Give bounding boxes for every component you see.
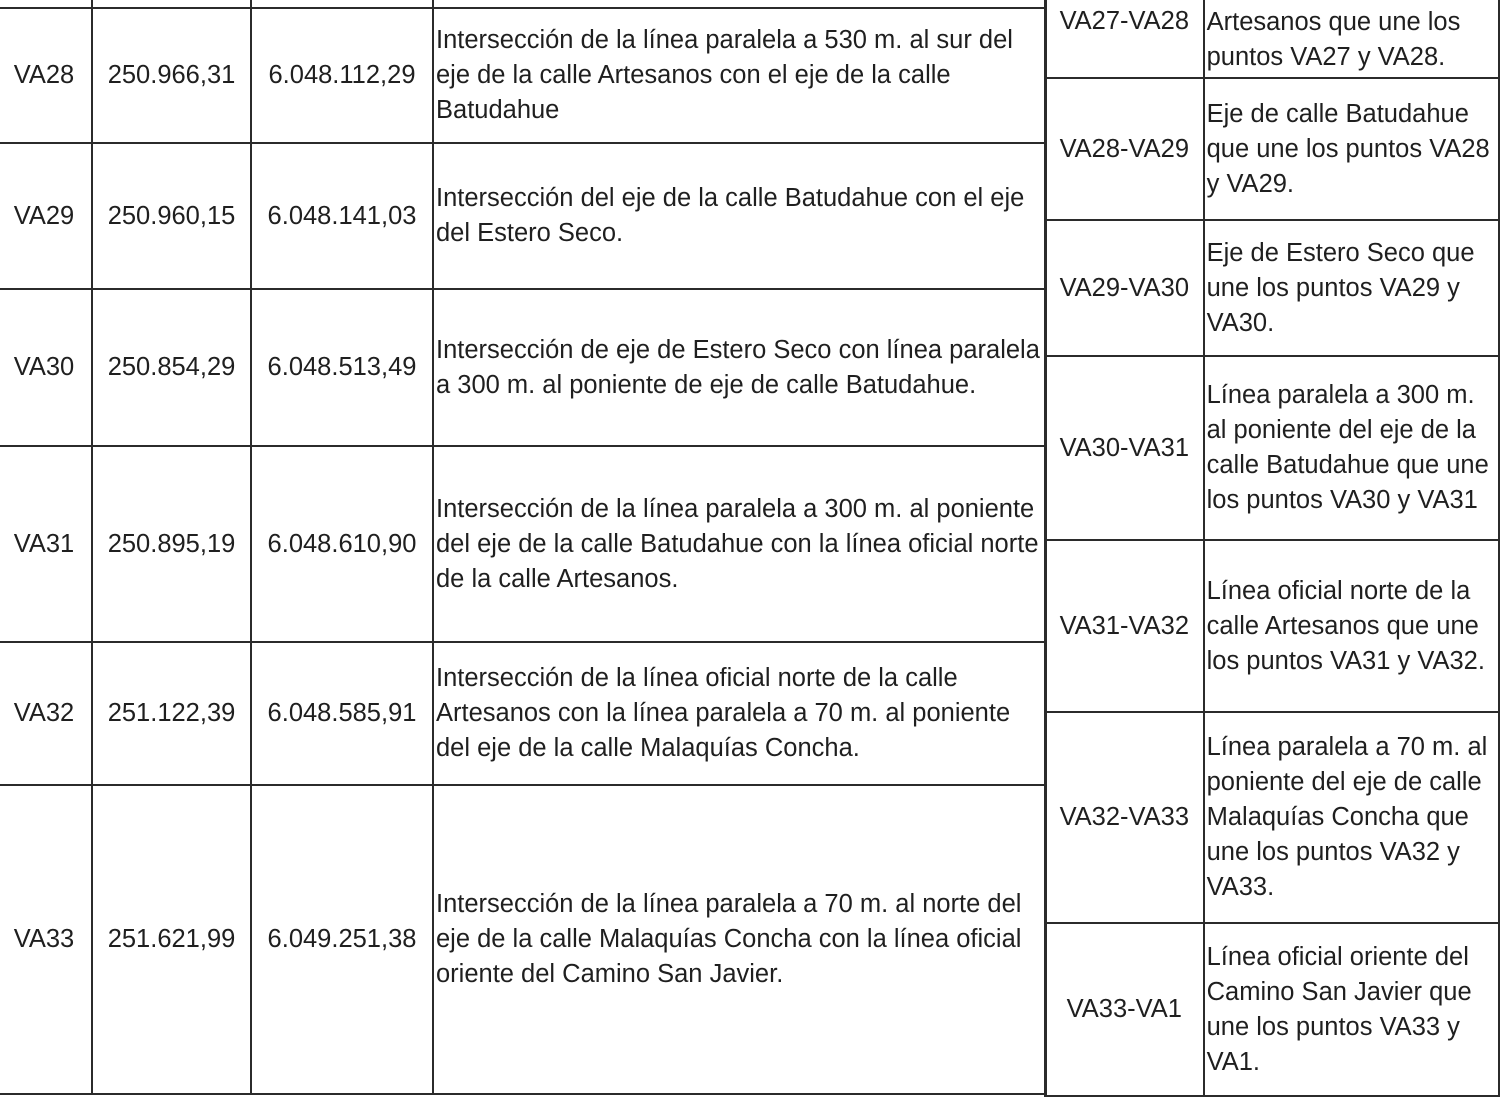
table-row [0, 446, 1046, 642]
vertex-description-cell: Intersección de la línea oficial norte de la calle Artesanos con la línea paralela a 70 m. al poniente del eje de la calle Malaquías Concha. [433, 642, 1046, 785]
y-coordinate-cell: 6.048.513,49 [251, 289, 433, 446]
segment-description-cell: Línea oficial norte de la calle Artesanos que une los puntos VA31 y VA32. [1204, 540, 1499, 712]
segment-id-cell: VA29-VA30 [1045, 220, 1204, 356]
y-coordinate-cell: 6.048.112,29 [251, 8, 433, 143]
table-row [0, 642, 1046, 785]
vertex-id-cell: VA28 [0, 8, 92, 143]
y-coordinate-cell: 6.049.251,38 [251, 785, 433, 1094]
table-row [1045, 78, 1499, 220]
table-row [1045, 923, 1499, 1096]
x-coordinate-cell: 250.854,29 [92, 289, 251, 446]
table-row [0, 289, 1046, 446]
table-row [1045, 220, 1499, 356]
x-coordinate-cell: 251.122,39 [92, 642, 251, 785]
segment-description-cell: Eje de calle Batudahue que une los puntos VA28 y VA29. [1204, 78, 1499, 220]
x-coordinate-cell: 250.966,31 [92, 8, 251, 143]
vertex-description-cell: Intersección de la línea paralela a 70 m. al norte del eje de la calle Malaquías Concha con la línea oficial oriente del Camino San Javier. [433, 785, 1046, 1094]
vertex-id-cell: VA32 [0, 642, 92, 785]
segment-id-cell: VA30-VA31 [1045, 356, 1204, 540]
table-row [0, 0, 1046, 8]
segment-id-cell: VA31-VA32 [1045, 540, 1204, 712]
x-coordinate-cell: 251.621,99 [92, 785, 251, 1094]
table-row [1045, 712, 1499, 923]
vertex-id-cell [0, 0, 92, 8]
vertex-description-cell [433, 0, 1046, 8]
segment-description-cell: Línea paralela a 70 m. al poniente del eje de calle Malaquías Concha que une los puntos VA32 y VA33. [1204, 712, 1499, 923]
segment-description-cell: Eje de Estero Seco que une los puntos VA29 y VA30. [1204, 220, 1499, 356]
x-coordinate-cell: 250.960,15 [92, 143, 251, 289]
vertex-id-cell: VA31 [0, 446, 92, 642]
table-row [1045, 356, 1499, 540]
segment-description-cell: Línea oficial oriente del Camino San Javier que une los puntos VA33 y VA1. [1204, 923, 1499, 1096]
table-row [1045, 540, 1499, 712]
vertex-description-cell: Intersección de eje de Estero Seco con línea paralela a 300 m. al poniente de eje de calle Batudahue. [433, 289, 1046, 446]
segment-id-cell: VA28-VA29 [1045, 78, 1204, 220]
vertex-description-cell: Intersección de la línea paralela a 530 m. al sur del eje de la calle Artesanos con el eje de la calle Batudahue [433, 8, 1046, 143]
vertex-description-cell: Intersección de la línea paralela a 300 m. al poniente del eje de la calle Batudahue con la línea oficial norte de la calle Artesanos. [433, 446, 1046, 642]
vertex-id-cell: VA33 [0, 785, 92, 1094]
vertex-id-cell: VA30 [0, 289, 92, 446]
segment-id-cell: VA32-VA33 [1045, 712, 1204, 923]
y-coordinate-cell: 6.048.141,03 [251, 143, 433, 289]
boundary-segments-table [1044, 0, 1500, 1097]
y-coordinate-cell [251, 0, 433, 8]
segment-description-cell: Artesanos que une los puntos VA27 y VA28. [1204, 0, 1499, 78]
y-coordinate-cell: 6.048.585,91 [251, 642, 433, 785]
vertex-id-cell: VA29 [0, 143, 92, 289]
x-coordinate-cell [92, 0, 251, 8]
y-coordinate-cell: 6.048.610,90 [251, 446, 433, 642]
vertex-description-cell: Intersección del eje de la calle Batudahue con el eje del Estero Seco. [433, 143, 1046, 289]
table-row [1045, 0, 1499, 78]
segment-description-cell: Línea paralela a 300 m. al poniente del eje de la calle Batudahue que une los puntos VA30 y VA31 [1204, 356, 1499, 540]
segment-id-cell: VA33-VA1 [1045, 923, 1204, 1096]
table-row [0, 785, 1046, 1094]
x-coordinate-cell: 250.895,19 [92, 446, 251, 642]
table-row [0, 8, 1046, 143]
table-row [0, 143, 1046, 289]
segment-id-cell: VA27-VA28 [1045, 0, 1204, 78]
